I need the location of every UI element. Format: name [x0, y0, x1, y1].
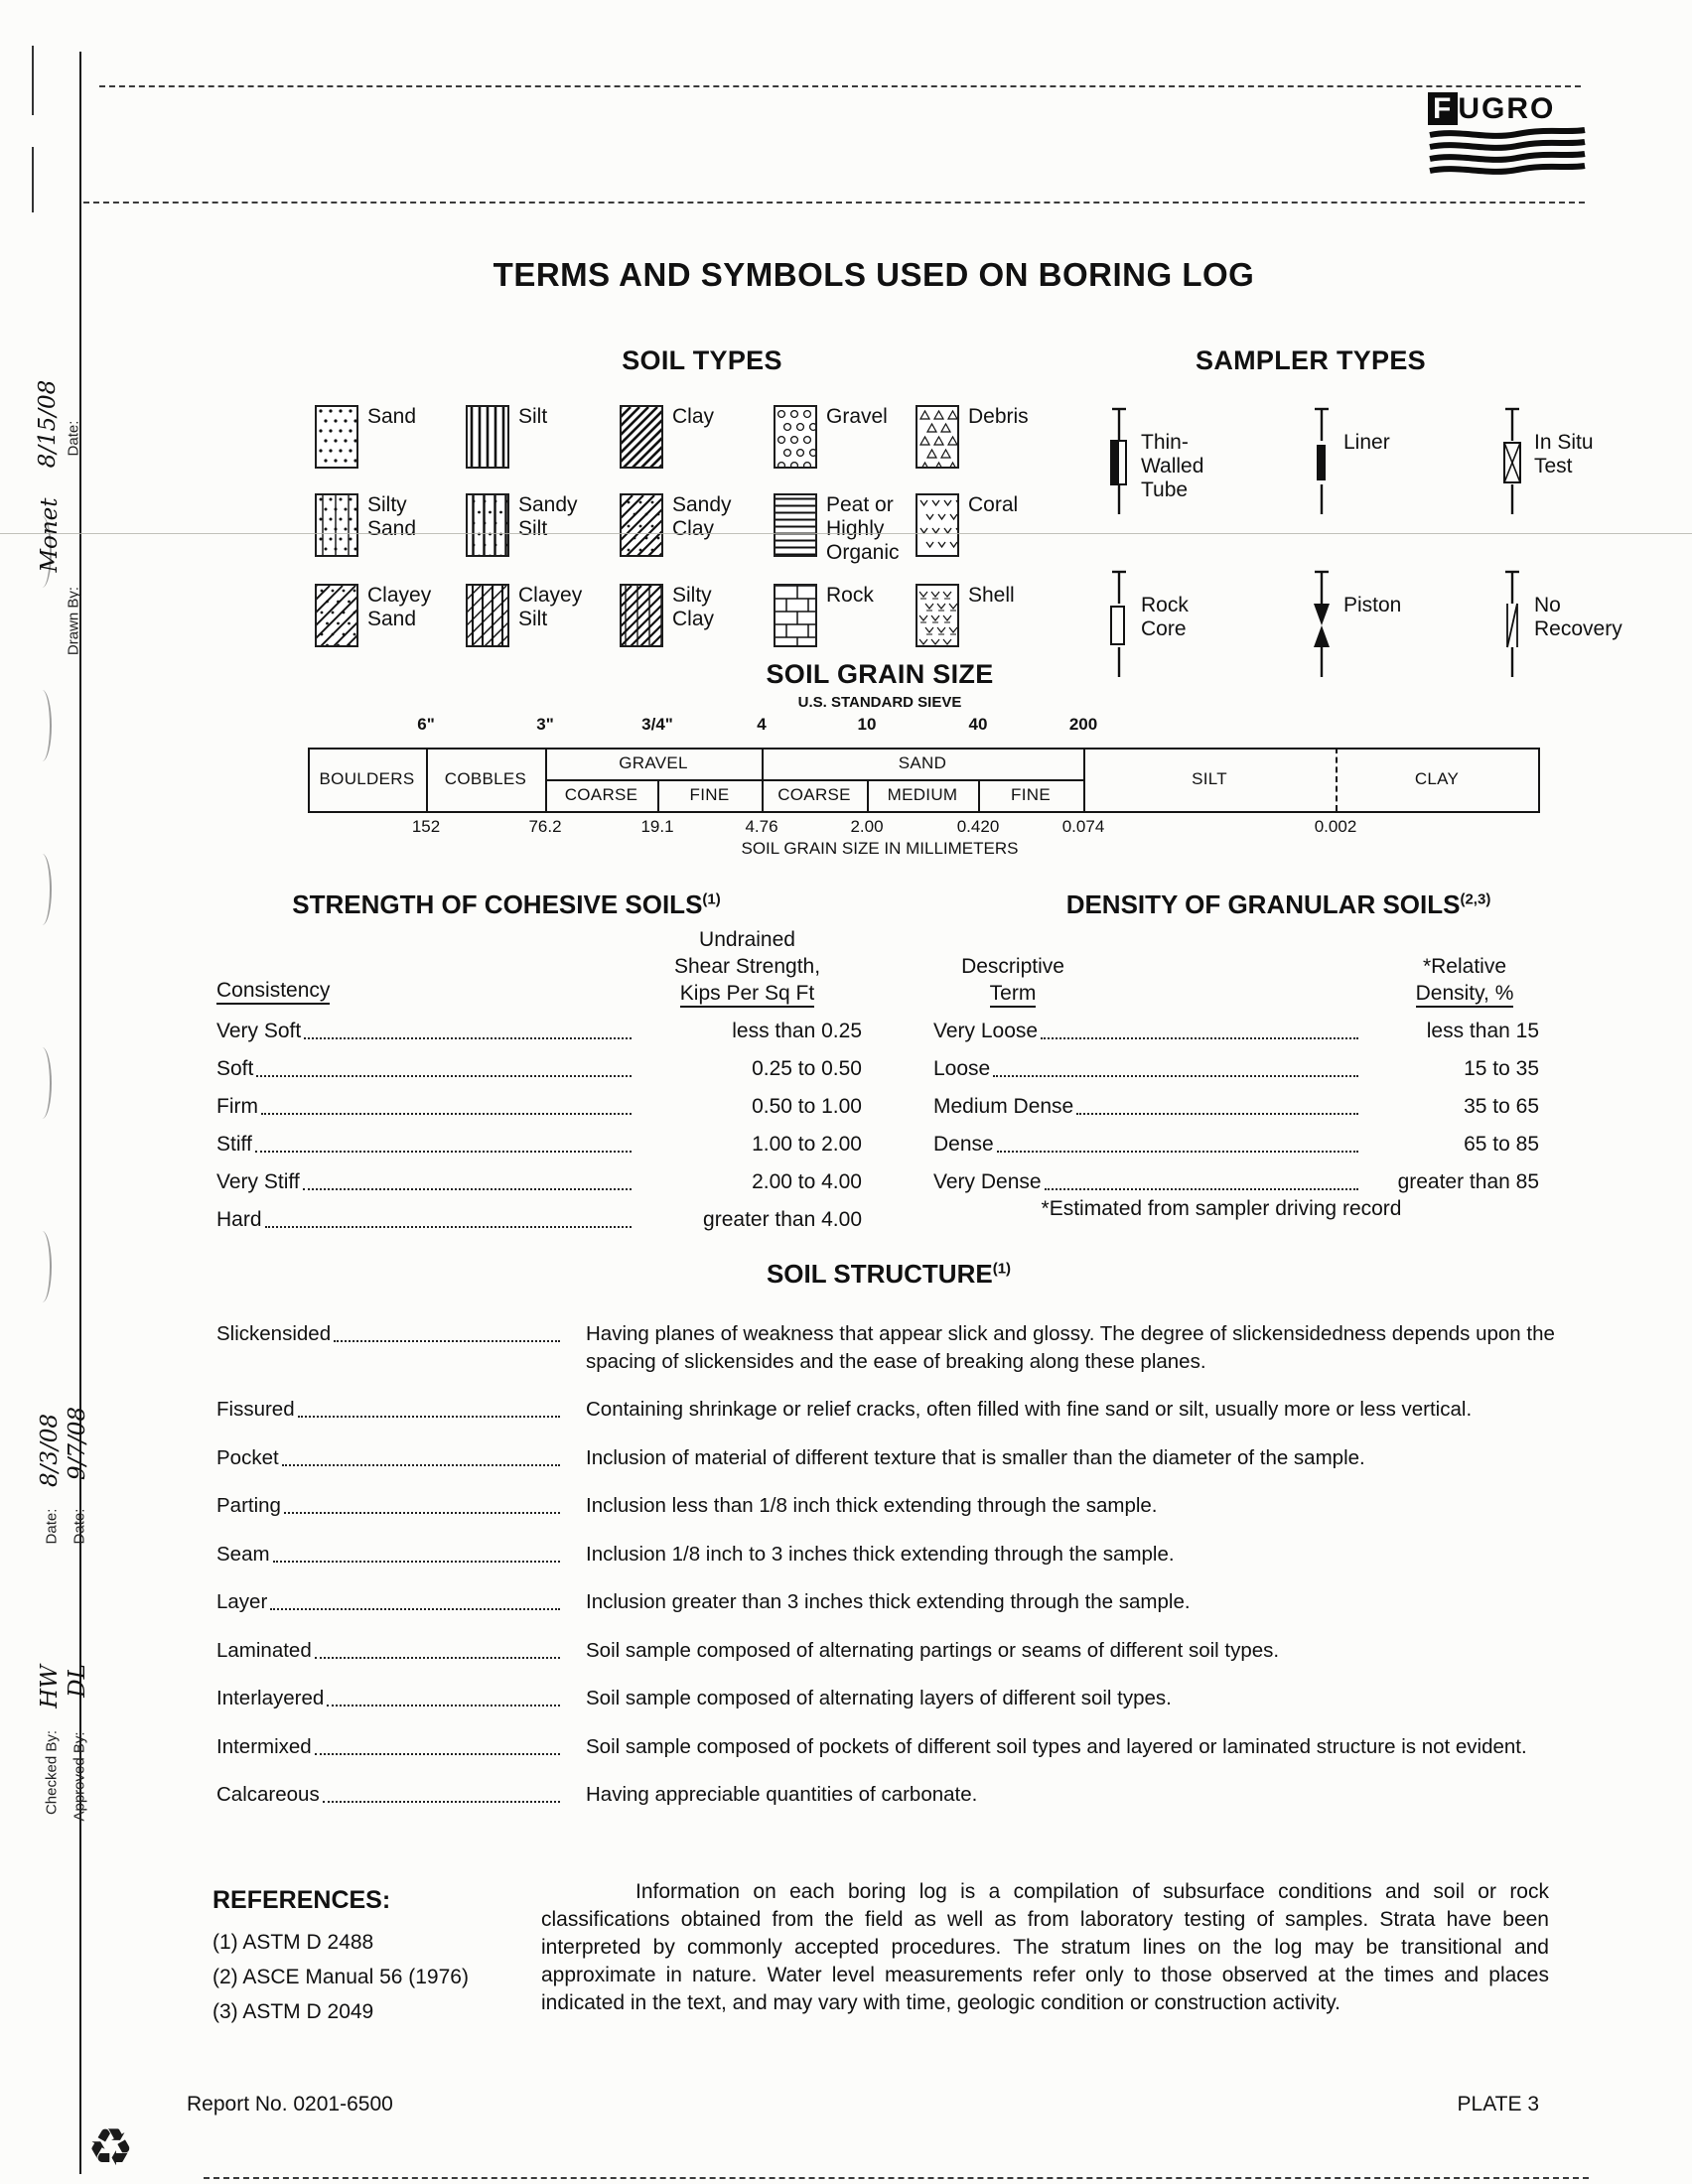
dot-leader [273, 1541, 560, 1563]
approved-date-value: 9/7/08 [65, 1406, 90, 1481]
density-term: Loose [933, 1057, 991, 1080]
soil-type-rock [774, 584, 910, 647]
density-row [933, 1132, 1539, 1159]
density-heading-text: DENSITY OF GRANULAR SOILS [1065, 889, 1461, 919]
soil-type-label: Peat or Highly Organic [826, 493, 900, 564]
cell-gravel-coarse: COARSE [564, 785, 638, 804]
sieve-label: 6" [417, 715, 435, 734]
structure-definition: Inclusion of material of different texture that is smaller than the diameter of the sample. [586, 1445, 1365, 1469]
dot-leader [334, 1320, 560, 1342]
soil-type-peat [774, 493, 910, 565]
sieve-label: 40 [968, 715, 988, 734]
soil-structure-list [216, 1320, 1559, 1830]
strength-heading-sup: (1) [702, 890, 721, 908]
sandy-silt-pattern-swatch [466, 493, 509, 557]
binder-mark [36, 690, 52, 761]
table-border [308, 811, 1540, 813]
soil-type-label: Silty Sand [367, 493, 417, 540]
grain-size-mm: 76.2 [528, 817, 562, 836]
shell-pattern-swatch [916, 584, 959, 647]
binder-mark [36, 1047, 52, 1119]
col-header-line: Density, % [1416, 982, 1514, 1008]
dot-leader [284, 1492, 560, 1514]
reference-item: (2) ASCE Manual 56 (1976) [212, 1966, 469, 1988]
soil-structure-row [216, 1444, 1559, 1472]
dot-leader [997, 1132, 1358, 1153]
dot-leader [303, 1169, 632, 1190]
references-block [212, 1886, 530, 2029]
structure-term: Parting [216, 1494, 281, 1517]
strength-heading-text: STRENGTH OF COHESIVE SOILS [292, 889, 703, 919]
structure-definition: Having appreciable quantities of carbonate. [586, 1783, 978, 1806]
dot-leader [282, 1444, 560, 1466]
left-edge-mark [32, 147, 34, 212]
strength-col1-header: Consistency [216, 979, 330, 1003]
sieve-label: 200 [1068, 715, 1098, 734]
structure-term: Intermixed [216, 1734, 312, 1758]
soil-type-label: Rock [826, 584, 874, 607]
sampler-label: Liner [1343, 431, 1390, 454]
sampler-no-recovery [1497, 570, 1622, 679]
sampler-label: Thin-Walled Tube [1141, 431, 1204, 501]
structure-definition: Inclusion greater than 3 inches thick extending through the sample. [586, 1590, 1191, 1613]
soil-type-label: Sand [367, 405, 417, 428]
density-row [933, 1019, 1539, 1045]
soil-type-debris [916, 405, 1052, 469]
soil-type-clay [620, 405, 756, 469]
checked-date-label: Date: [43, 1508, 61, 1545]
soil-type-clayey-sand [315, 584, 451, 647]
density-row [933, 1056, 1539, 1083]
drawn-by-label: Drawn By: [65, 586, 82, 656]
top-dashed-line [99, 85, 1581, 87]
clay-pattern-swatch [620, 405, 663, 469]
soil-structure-row [216, 1396, 1559, 1424]
dot-leader [256, 1056, 632, 1077]
cell-silt: SILT [1192, 769, 1227, 788]
dot-leader [993, 1056, 1358, 1077]
soil-type-label: Coral [968, 493, 1019, 516]
density-col1-header [928, 953, 1097, 1007]
soil-structure-row [216, 1781, 1559, 1809]
density-term: Very Loose [933, 1020, 1039, 1042]
soil-structure-row [216, 1320, 1559, 1375]
dot-leader [255, 1132, 632, 1153]
fugro-logo [1428, 91, 1589, 184]
strength-row [216, 1207, 862, 1234]
col-header-line: Descriptive [961, 955, 1064, 978]
grain-size-mm: 152 [411, 817, 441, 836]
consistency-term: Very Stiff [216, 1170, 300, 1193]
grain-size-mm: 0.002 [1314, 817, 1357, 836]
sand-pattern-swatch [315, 405, 358, 469]
structure-definition: Soil sample composed of alternating partings or seams of different soil types. [586, 1638, 1280, 1662]
drawn-date-value: 8/15/08 [35, 379, 61, 469]
fugro-logo-waves-icon [1428, 127, 1587, 179]
sampler-liner [1307, 407, 1431, 516]
cell-cobbles: COBBLES [444, 769, 527, 788]
table-border [308, 748, 1540, 750]
strength-heading [213, 889, 799, 920]
sieve-label: 3" [536, 715, 554, 734]
table-border [545, 779, 1083, 781]
density-term: Dense [933, 1133, 994, 1156]
density-heading [1013, 889, 1544, 920]
checked-by-label: Checked By: [43, 1729, 61, 1816]
grain-size-mm: 2.00 [850, 817, 884, 836]
gravel-pattern-swatch [774, 405, 817, 469]
dot-leader [298, 1396, 560, 1418]
bottom-dashed-line [204, 2177, 1589, 2179]
silty-sand-pattern-swatch [315, 493, 358, 557]
col-header-line: Undrained [699, 928, 795, 951]
grain-size-mm: 0.074 [1061, 817, 1105, 836]
soil-structure-row [216, 1492, 1559, 1520]
soil-type-label: Sandy Clay [672, 493, 732, 540]
grain-size-heading: SOIL GRAIN SIZE [766, 659, 994, 689]
soil-structure-heading-sup: (1) [992, 1260, 1012, 1278]
structure-definition: Inclusion less than 1/8 inch thick extending through the sample. [586, 1494, 1158, 1517]
peat-pattern-swatch [774, 493, 817, 557]
structure-definition: Inclusion 1/8 inch to 3 inches thick extending through the sample. [586, 1542, 1175, 1566]
soil-type-label: Debris [968, 405, 1029, 428]
cell-sand-fine: FINE [1011, 785, 1051, 804]
consistency-term: Very Soft [216, 1020, 302, 1042]
sieve-label: 3/4" [641, 715, 673, 734]
sieve-label: 4 [757, 715, 767, 734]
silt-pattern-swatch [466, 405, 509, 469]
density-value: 35 to 65 [1464, 1095, 1539, 1118]
soil-type-gravel [774, 405, 910, 469]
sandy-clay-pattern-swatch [620, 493, 663, 557]
soil-type-label: Clay [672, 405, 715, 428]
references-heading: REFERENCES: [212, 1886, 391, 1914]
structure-term: Fissured [216, 1398, 295, 1421]
density-table [933, 1019, 1539, 1207]
col-header-line: Term [990, 982, 1037, 1008]
soil-type-label: Clayey Silt [518, 584, 583, 630]
structure-term: Layer [216, 1590, 268, 1613]
header-dashed-line [83, 202, 1585, 204]
reference-item: (3) ASTM D 2049 [212, 2000, 374, 2023]
left-edge-mark [32, 46, 34, 115]
grain-size-mm: 19.1 [640, 817, 674, 836]
dot-leader [315, 1637, 560, 1659]
consistency-term: Soft [216, 1057, 254, 1080]
recycle-icon: ♻ [87, 2118, 134, 2178]
structure-term: Calcareous [216, 1783, 320, 1806]
col-header-line: Kips Per Sq Ft [680, 982, 814, 1008]
soil-type-silty-clay [620, 584, 756, 647]
dot-leader [323, 1781, 560, 1803]
rock-pattern-swatch [774, 584, 817, 647]
debris-pattern-swatch [916, 405, 959, 469]
dot-leader [315, 1733, 560, 1755]
consistency-term: Hard [216, 1208, 262, 1231]
grain-size-subheading: U.S. STANDARD SIEVE [797, 694, 962, 711]
report-number: Report No. 0201-6500 [187, 2093, 393, 2116]
drawn-by-signature: Monet [37, 497, 63, 573]
structure-term: Laminated [216, 1638, 312, 1662]
structure-definition: Containing shrinkage or relief cracks, often filled with fine sand or silt, usually more or less vertical. [586, 1398, 1473, 1421]
density-footnote: *Estimated from sampler driving record [1041, 1197, 1402, 1220]
sampler-piston [1307, 570, 1431, 679]
soil-type-shell [916, 584, 1052, 647]
density-term: Medium Dense [933, 1095, 1074, 1118]
sampler-types-heading: SAMPLER TYPES [1196, 345, 1426, 375]
soil-structure-row [216, 1685, 1559, 1712]
checked-date-value: 8/3/08 [37, 1413, 63, 1488]
in-situ-test-symbol [1497, 407, 1527, 516]
strength-value: 1.00 to 2.00 [752, 1133, 862, 1156]
dot-leader [1076, 1094, 1358, 1115]
strength-row [216, 1019, 862, 1045]
dot-leader [270, 1588, 560, 1610]
soil-structure-row [216, 1733, 1559, 1761]
structure-definition: Soil sample composed of alternating layers of different soil types. [586, 1687, 1172, 1709]
checked-by-value: HW [37, 1665, 63, 1708]
soil-type-label: Sandy Silt [518, 493, 578, 540]
strength-row [216, 1132, 862, 1159]
soil-type-clayey-silt [466, 584, 602, 647]
strength-value: 0.25 to 0.50 [752, 1057, 862, 1080]
sampler-in-situ-test [1497, 407, 1622, 516]
structure-definition: Having planes of weakness that appear slick and glossy. The degree of slickensidedness depends upon the spacing of slickensides and the ease of breaking along these planes. [586, 1322, 1555, 1373]
approved-by-label: Approved By: [70, 1731, 88, 1822]
structure-term: Slickensided [216, 1322, 332, 1345]
sieve-label: 10 [857, 715, 877, 734]
dot-leader [327, 1685, 560, 1706]
cell-gravel-fine: FINE [689, 785, 730, 804]
density-value: less than 15 [1426, 1020, 1539, 1042]
strength-row [216, 1169, 862, 1196]
plate-number: PLATE 3 [1457, 2093, 1539, 2116]
grain-size-mm: 0.420 [956, 817, 1000, 836]
cell-boulders: BOULDERS [319, 769, 415, 788]
strength-value: 2.00 to 4.00 [752, 1170, 862, 1193]
table-border [1538, 748, 1540, 811]
approved-date-label: Date: [70, 1508, 88, 1545]
clayey-sand-pattern-swatch [315, 584, 358, 647]
strength-row [216, 1094, 862, 1121]
soil-types-heading: SOIL TYPES [622, 345, 782, 375]
thin-walled-tube-symbol [1104, 407, 1134, 516]
soil-structure-row [216, 1588, 1559, 1616]
soil-structure-heading [596, 1259, 1182, 1290]
sampler-label: Piston [1343, 594, 1402, 616]
grain-size-units-note: SOIL GRAIN SIZE IN MILLIMETERS [741, 839, 1019, 858]
structure-term: Pocket [216, 1445, 279, 1469]
density-row [933, 1094, 1539, 1121]
boring-log-note-text: Information on each boring log is a compilation of subsurface conditions and soil or rock classifications obtained from the field as well as from laboratory testing of samples. Strata have been interpreted by commonly accepted procedures. The stratum lines on the log may be transitional and approximate in nature. Water level measurements refer only to those observed at the times and places indicated in the text, and may vary with time, geologic condition or construction activity. [541, 1880, 1549, 2014]
structure-term: Interlayered [216, 1687, 325, 1709]
binder-mark [36, 1231, 52, 1302]
coral-pattern-swatch [916, 493, 959, 557]
sampler-thin-walled-tube [1104, 407, 1228, 516]
consistency-term: Firm [216, 1095, 258, 1118]
soil-type-silt [466, 405, 602, 469]
cell-gravel: GRAVEL [619, 753, 688, 772]
piston-symbol [1307, 570, 1337, 679]
density-term: Very Dense [933, 1170, 1042, 1193]
soil-type-label: Clayey Sand [367, 584, 432, 630]
clayey-silt-pattern-swatch [466, 584, 509, 647]
col-header-line: *Relative [1422, 955, 1507, 978]
cell-sand-medium: MEDIUM [887, 785, 958, 804]
boring-log-note [541, 1878, 1549, 2017]
soil-structure-row [216, 1637, 1559, 1665]
soil-structure-heading-text: SOIL STRUCTURE [766, 1259, 993, 1289]
liner-symbol [1307, 407, 1337, 516]
sampler-label: No Recovery [1534, 594, 1622, 640]
soil-type-label: Silty Clay [672, 584, 715, 630]
strength-value: greater than 4.00 [703, 1208, 862, 1231]
cell-clay: CLAY [1414, 769, 1460, 788]
soil-type-label: Shell [968, 584, 1015, 607]
soil-type-label: Gravel [826, 405, 888, 428]
strength-value: less than 0.25 [732, 1020, 862, 1042]
density-value: greater than 85 [1397, 1170, 1539, 1193]
dot-leader [1045, 1169, 1358, 1190]
strength-row [216, 1056, 862, 1083]
grain-size-mm: 4.76 [745, 817, 778, 836]
dot-leader [1041, 1019, 1358, 1039]
strength-value: 0.50 to 1.00 [752, 1095, 862, 1118]
scan-fold-line [0, 533, 1692, 534]
cell-sand-coarse: COARSE [777, 785, 851, 804]
col-header-line: Shear Strength, [673, 955, 821, 978]
density-value: 65 to 85 [1464, 1133, 1539, 1156]
consistency-term: Stiff [216, 1133, 252, 1156]
soil-type-coral [916, 493, 1052, 557]
density-heading-sup: (2,3) [1460, 890, 1491, 908]
structure-term: Seam [216, 1542, 270, 1566]
fugro-logo-text: FUGRO [1433, 92, 1556, 125]
soil-structure-row [216, 1541, 1559, 1569]
no-recovery-symbol [1497, 570, 1527, 679]
cell-sand: SAND [898, 753, 947, 772]
soil-type-sandy-clay [620, 493, 756, 557]
sampler-label: Rock Core [1141, 594, 1189, 640]
page-title: TERMS AND SYMBOLS USED ON BORING LOG [493, 256, 1255, 293]
soil-type-label: Silt [518, 405, 548, 428]
dot-leader [304, 1019, 632, 1039]
drawn-date-label: Date: [65, 420, 82, 457]
soil-type-silty-sand [315, 493, 451, 557]
density-row [933, 1169, 1539, 1196]
dot-leader [261, 1094, 632, 1115]
silty-clay-pattern-swatch [620, 584, 663, 647]
strength-table [216, 1019, 862, 1245]
dot-leader [265, 1207, 632, 1228]
structure-definition: Soil sample composed of pockets of different soil types and layered or laminated structure is not evident. [586, 1734, 1527, 1758]
reference-item: (1) ASTM D 2488 [212, 1931, 374, 1954]
soil-type-sand [315, 405, 451, 469]
approved-by-value: DL [65, 1664, 90, 1698]
soil-type-sandy-silt [466, 493, 602, 557]
density-col2-header [1385, 953, 1544, 1007]
density-value: 15 to 35 [1464, 1057, 1539, 1080]
strength-col2-header [626, 926, 869, 1007]
binder-mark [36, 854, 52, 925]
sampler-label: In Situ Test [1534, 431, 1594, 478]
